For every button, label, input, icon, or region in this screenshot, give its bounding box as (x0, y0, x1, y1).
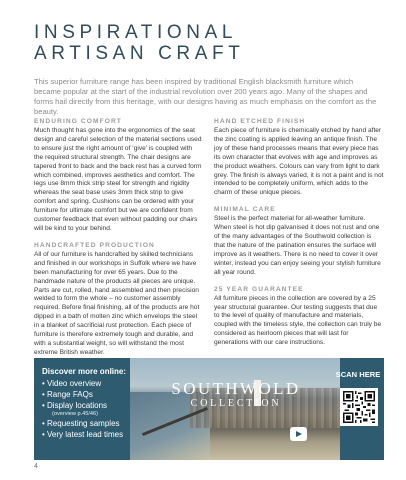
qr-code-icon (343, 391, 375, 423)
list-item-video-overview[interactable]: • Video overview (42, 378, 142, 389)
discover-more-list (42, 366, 142, 440)
display-locations-sub: (overview p.45/46) (52, 411, 99, 417)
discover-title: Discover more online: (42, 367, 127, 376)
section-body: Steel is the perfect material for all-weather furniture. When steel is hot dip galvanised it does not rust and one of the many advantages of the Southwold collection is that the nature of the patination ensures the surface will improve as it weathers. There is no need to cover it over winter, instead you can enjoy seeing your stylish furniture all year round. (214, 215, 381, 276)
list-item-range-faqs[interactable]: • Range FAQs (42, 389, 142, 400)
list-item-lead-times[interactable]: • Very latest lead times (42, 429, 142, 440)
section-body: Each piece of furniture is chemically etched by hand after the zinc coating is applied leaving an antique finish. The joy of these hand processes means that every piece has its own character that evolves with age and improves as the product weathers. Colours can vary from light to dark grey. The finish is always varied, it is not a paint and is not intended to be completely uniform, which adds to the charm of these unique pieces. (214, 127, 384, 197)
play-icon[interactable] (290, 427, 307, 441)
section-handcrafted-production (34, 242, 202, 358)
list-item-requesting-samples[interactable]: • Requesting samples (42, 418, 142, 429)
online-banner (34, 358, 384, 460)
list-item-display-locations[interactable] (42, 400, 142, 418)
section-body: All furniture pieces in the collection are covered by a 25 year structural guarantee. Our testing suggests that due to the level of quality of manufacture and materials, coupled with the timeless style, the collection can truly be considered as heirloom pieces that will last for generations with our care instructions. (214, 294, 382, 347)
title-line-2: ARTISAN CRAFT (34, 43, 245, 64)
intro-paragraph: This superior furniture range has been inspired by traditional English blacksmith furniture which became popular at the start of the industrial revolution over 200 years ago. Many of the shapes and forms hail directly from this heritage, with our designs having as much emphasis on the comfort as the beauty. (34, 77, 377, 116)
display-locations-label: Display locations (47, 401, 108, 410)
discover-items (42, 378, 142, 440)
page-number: 4 (34, 463, 38, 470)
right-column (214, 118, 384, 356)
section-body: Much thought has gone into the ergonomics of the seat design and careful selection of the material sections used to ensure just the right amount of ‘give’ is coupled with the required structural strength. The chair designs are tapered front to back and the back rest has a curved form which combined, improves aesthetics and comfort. The legs use 8mm thick strip steel for strength and rigidity whereas the seat base uses 3mm thick strip to give comfort and spring. Cushions can be ordered with your furniture for ultimate comfort but we are confident from customer feedback that even without padding our chairs will be kind to your behind. (34, 127, 202, 232)
left-column (34, 118, 202, 366)
section-heading: HAND ETCHED FINISH (214, 118, 306, 125)
section-heading: 25 YEAR GUARANTEE (214, 285, 304, 293)
section-heading: ENDURING COMFORT (34, 118, 122, 125)
logo-southwold: SOUTHWOLD (171, 379, 301, 398)
logo-collection: COLLECTION (190, 398, 282, 409)
section-enduring-comfort (34, 118, 202, 234)
section-guarantee (214, 286, 384, 348)
section-heading: MINIMAL CARE (214, 206, 276, 214)
section-hand-etched-finish (214, 118, 384, 198)
section-body: All of our furniture is handcrafted by skilled technicians and finished in our workshops in Suffolk where we have been manufacturing for over 65 years. Due to the handmade nature of the products all pieces are unique. Parts are cut, rolled, hand assembled and then precision welded to form the whole – no customer assembly required. Before final finishing, all of the products are hot dipped in a bath of molten zinc which envelops the steel in a blanket of sacrificial rust protection. Each piece of furniture is therefore extremely tough and durable, and with a substantial weight, so will withstand the most extreme British weather. (34, 250, 200, 356)
section-minimal-care (214, 206, 384, 277)
page-title (34, 22, 244, 64)
section-heading: HANDCRAFTED PRODUCTION (34, 241, 155, 249)
scan-here-label: SCAN HERE (335, 370, 381, 379)
title-line-1: INSPIRATIONAL (34, 22, 238, 43)
qr-code[interactable] (340, 388, 378, 426)
